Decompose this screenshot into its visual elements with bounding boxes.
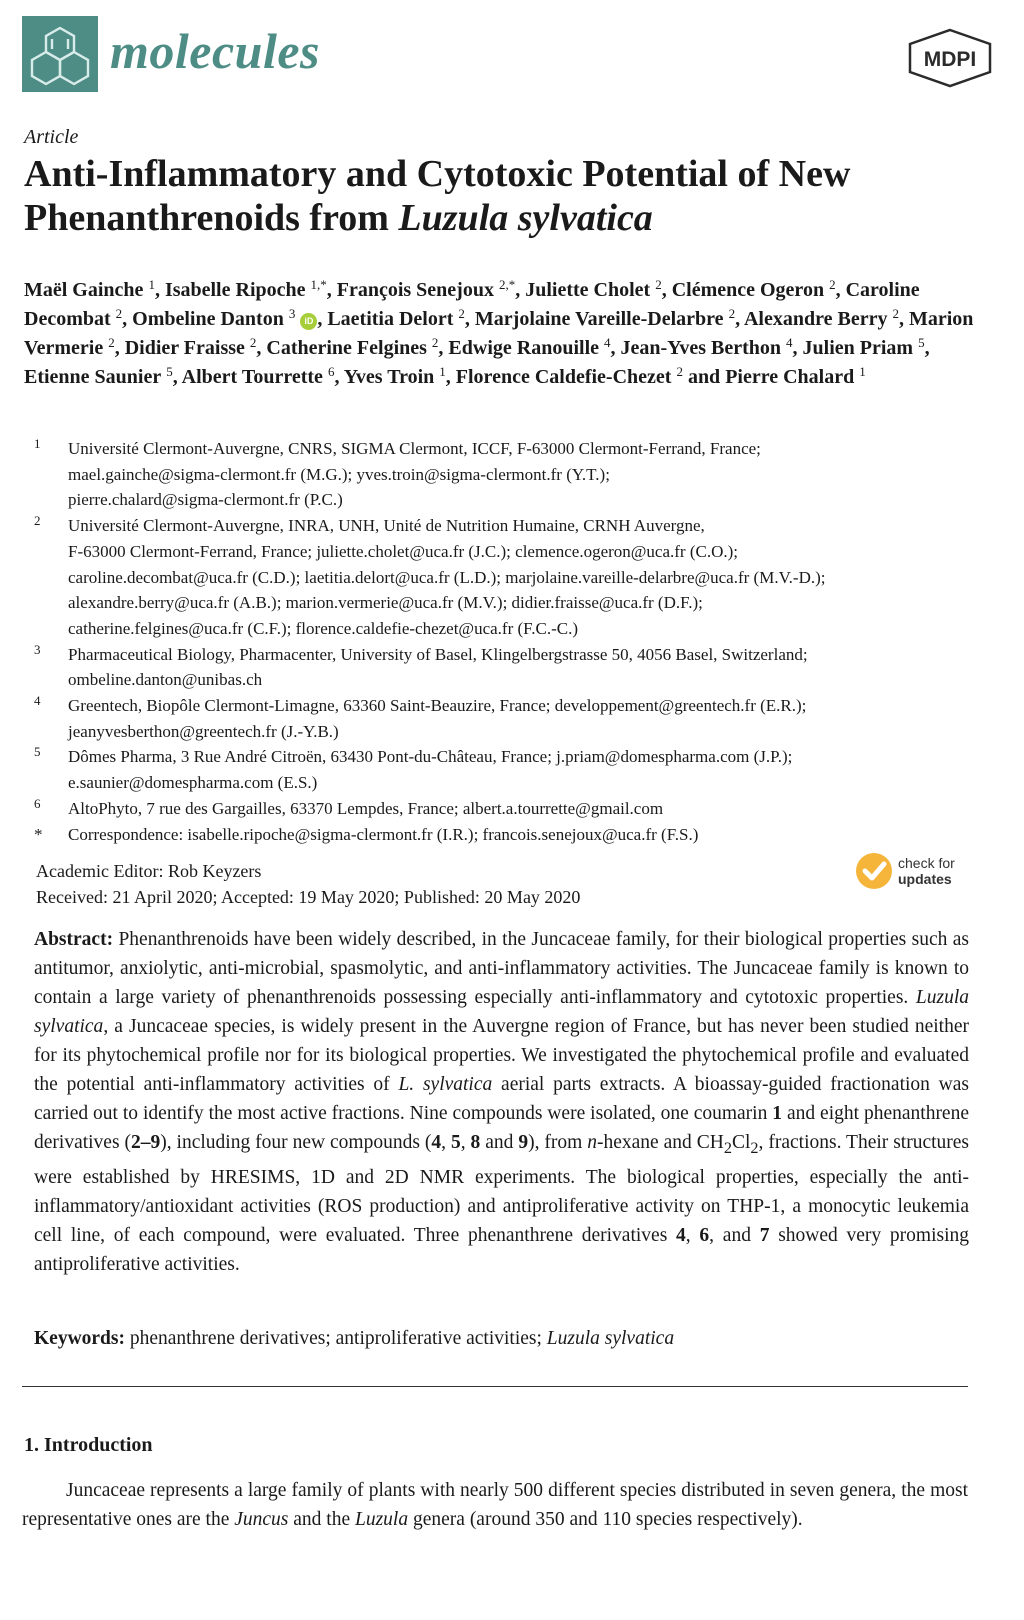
author-affiliation-number: 2 [892, 306, 899, 321]
affiliation-item [30, 822, 1005, 848]
affiliation-line: Université Clermont-Auvergne, INRA, UNH, Unité de Nutrition Humaine, CRNH Auvergne, [68, 516, 705, 536]
affiliation-line: jeanyvesberthon@greentech.fr (J.-Y.B.) [68, 721, 339, 741]
mdpi-logo [904, 28, 996, 88]
affiliation-line: alexandre.berry@uca.fr (A.B.); marion.vermerie@uca.fr (M.V.); didier.fraisse@uca.fr (D.F.); [68, 593, 703, 613]
author-affiliation-number: 2 [655, 277, 662, 292]
author-affiliation-number: 3 [288, 306, 296, 321]
author-affiliation-number: 1,* [310, 277, 327, 292]
abstract-label: Abstract: [34, 929, 114, 950]
author-list: Maël Gainche $^1$, Isabelle Ripoche $^{1,*}$, François Senejoux $^{2,*}$, Juliette Cholet $^2$, Clémence Ogeron $^2$, Caroline Decombat $^2$, Ombeline Danton $^3$ iD , Laetitia Delort $^2$, Marjolaine Vareille-Delarbre $^2$, Alexandre Berry $^2$, Marion Vermerie $^2$, Didier Fraisse $^2$, Catherine Felgines $^2$, Edwige Ranouille $^4$, Jean-Yves Berthon $^4$, Julien Priam $^5$, Etienne Saunier $^5$, Albert Tourrette $^6$, Yves Troin $^1$, Florence Caldefie-Chezet $^2$ and Pierre Chalard $^1$ [24, 277, 974, 388]
author-name: Julien Priam [802, 337, 914, 359]
abstract-text: , fractions. Their structures were established by HRESIMS, 1D and 2D NMR experiments. The biological properties, especially the anti-inflammatory/antioxidant activities (ROS production) and antiproliferative activity on THP-1, a monocytic leukemia cell line, of each compound, were evaluated. Three phenanthrene derivatives [34, 1132, 970, 1246]
author [165, 279, 327, 301]
title-plain: Phenanthrenoids from [24, 197, 399, 239]
author-name: Marion Vermerie [24, 308, 974, 359]
affiliation-line: e.saunier@domespharma.com (E.S.) [68, 773, 318, 793]
compound-number: 6 [699, 1224, 710, 1246]
abstract-text: Phenanthrenoids have been widely described, in the Juncaceae family, for their biological properties such as antitumor, anxiolytic, anti-microbial, spasmolytic, and anti-inflammatory activities. The Juncaceae family is known to contain a large variety of phenanthrenoids possessing especially anti-inflammatory and cytotoxic properties. [34, 929, 969, 1008]
compound-number: 9 [518, 1132, 529, 1153]
affiliation-line: catherine.felgines@uca.fr (C.F.); florence.caldefie-chezet@uca.fr (F.C.-C.) [68, 618, 579, 638]
molecules-logo-icon [22, 16, 98, 92]
article-type: Article [24, 126, 79, 148]
author-name: Alexandre Berry [743, 308, 888, 330]
affiliation-line: caroline.decombat@uca.fr (C.D.); laetitia.delort@uca.fr (L.D.); marjolaine.vareille-delarbre@uca.fr (M.V.-D.); [68, 567, 826, 587]
author-affiliation-number: 2 [249, 335, 257, 350]
author [456, 366, 683, 388]
author [24, 279, 155, 301]
abstract-text: -hexane and CH [597, 1132, 724, 1153]
affiliation-line: pierre.chalard@sigma-clermont.fr (P.C.) [68, 490, 343, 510]
author-affiliation-number: 2 [431, 335, 439, 350]
abstract-italic: L. sylvatica [398, 1074, 493, 1095]
author [344, 366, 446, 388]
author-name: Ombeline Danton [132, 308, 284, 330]
author-affiliation-number: 1 [148, 277, 155, 292]
affiliation-item [30, 796, 1005, 822]
publication-dates: Received: 21 April 2020; Accepted: 19 May 2020; Published: 20 May 2020 [36, 887, 581, 907]
check-for-updates-button[interactable] [856, 853, 976, 893]
section-heading: 1. Introduction [24, 1434, 153, 1456]
author-name: François Senejoux [336, 279, 494, 301]
intro-italic: Luzula [355, 1509, 409, 1530]
affiliations [30, 436, 1005, 847]
author-connector: and [687, 366, 721, 388]
author-name: Maël Gainche [24, 279, 144, 301]
affiliation-line: AltoPhyto, 7 rue des Gargailles, 63370 Lempdes, France; albert.a.tourrette@gmail.com [68, 798, 664, 818]
compound-number: 1 [772, 1103, 783, 1124]
abstract-text: , a Juncaceae species, is widely present in the Auvergne region of France, but has never been studied neither for its phytochemical profile nor for its biological properties. We investigated the phytochemical profile and evaluated the potential anti-inflammatory activities of [34, 1016, 969, 1095]
intro-text: and the [288, 1509, 355, 1530]
author-affiliation-number: 5 [918, 335, 925, 350]
title-line-2 [24, 196, 994, 240]
article-title [24, 152, 994, 240]
journal-name: molecules [110, 23, 321, 79]
author-name: Clémence Ogeron [671, 279, 825, 301]
affiliation-line: F-63000 Clermont-Ferrand, France; juliette.cholet@uca.fr (J.C.); clemence.ogeron@uca.fr (C.O.); [68, 541, 739, 561]
affiliation-line: Pharmaceutical Biology, Pharmacenter, University of Basel, Klingelbergstrasse 50, 4056 Basel, Switzerland; [68, 644, 808, 664]
author [327, 308, 465, 330]
author [803, 337, 925, 359]
affiliation-number: 4 [34, 693, 41, 709]
author-affiliation-number: 5 [166, 364, 173, 379]
author [24, 366, 173, 388]
compound-number: 8 [470, 1132, 481, 1153]
title-line-1: Anti-Inflammatory and Cytotoxic Potential of New [24, 153, 851, 195]
check-updates-line2: updates [898, 871, 952, 887]
abstract-text: , [460, 1132, 471, 1153]
author [525, 279, 661, 301]
author-name: Albert Tourrette [181, 366, 323, 388]
keywords [34, 1325, 969, 1353]
author-affiliation-number: 2 [115, 306, 123, 321]
affiliation-number: 2 [34, 513, 41, 529]
author-name: Juliette Cholet [525, 279, 651, 301]
abstract-text: , [685, 1224, 700, 1246]
author-affiliation-number: 2 [829, 277, 836, 292]
author [725, 366, 866, 388]
abstract-text: aerial parts extracts. A bioassay-guided fractionation was carried out to identify the most active fractions. Nine compounds were isolated, one coumarin [34, 1074, 970, 1124]
affiliation-line: mael.gainche@sigma-clermont.fr (M.G.); yves.troin@sigma-clermont.fr (Y.T.); [68, 464, 610, 484]
author-name: Jean-Yves Berthon [620, 337, 782, 359]
compound-number: 2–9 [131, 1132, 161, 1153]
author [125, 337, 257, 359]
author-name: Laetitia Delort [327, 308, 454, 330]
journal-header [22, 16, 1002, 96]
author [266, 337, 438, 359]
author-name: Marjolaine Vareille-Delarbre [474, 308, 724, 330]
affiliation-number: 1 [34, 436, 41, 451]
affiliation-line: Greentech, Biopôle Clermont-Limagne, 63360 Saint-Beauzire, France; developpement@greentech.fr (E.R.); [68, 696, 807, 716]
compound-number: 4 [431, 1132, 442, 1153]
author-name: Florence Caldefie-Chezet [455, 366, 672, 388]
abstract-text: Cl [731, 1132, 751, 1153]
author-name: Yves Troin [343, 366, 435, 388]
academic-editor: Academic Editor: Rob Keyzers [36, 861, 262, 881]
abstract-text: and eight phenanthrene derivatives ( [34, 1103, 969, 1153]
abstract-text: and [480, 1132, 519, 1153]
author-name: Catherine Felgines [266, 337, 427, 359]
affiliation-item [30, 642, 1005, 693]
affiliation-line: ombeline.danton@unibas.ch [68, 670, 263, 690]
abstract-text: ), from [528, 1132, 588, 1153]
author [337, 279, 515, 301]
check-updates-line1: check for [898, 855, 955, 871]
affiliation-line: Dômes Pharma, 3 Rue André Citroën, 63430 Pont-du-Château, France; j.priam@domespharma.com (J.P.); [68, 747, 793, 767]
author-name: Caroline Decombat [24, 279, 920, 330]
intro-text: genera (around 350 and 110 species respectively). [408, 1509, 803, 1530]
affiliation-item [30, 513, 1005, 642]
compound-number: 5 [450, 1132, 461, 1153]
affiliation-line: Correspondence: isabelle.ripoche@sigma-clermont.fr (I.R.); francois.senejoux@uca.fr (F.S.) [68, 824, 699, 844]
keywords-label: Keywords: [34, 1328, 125, 1349]
author [448, 337, 610, 359]
author [672, 279, 836, 301]
compound-number: 7 [759, 1224, 770, 1246]
introduction-paragraph [22, 1476, 968, 1534]
author-name: Etienne Saunier [24, 366, 162, 388]
author-name: Didier Fraisse [124, 337, 245, 359]
affiliation-item [30, 744, 1005, 795]
author [621, 337, 793, 359]
author-affiliation-number: 1 [439, 364, 446, 379]
keywords-italic: Luzula sylvatica [546, 1328, 675, 1349]
intro-italic: Juncus [234, 1509, 289, 1530]
orcid-icon[interactable]: iD [300, 313, 317, 330]
author-affiliation-number: 2 [676, 364, 683, 379]
author-affiliation-number: 2 [458, 306, 465, 321]
affiliation-number: 6 [34, 795, 41, 811]
affiliation-number: 5 [34, 744, 41, 760]
subscript: 2 [750, 1138, 759, 1157]
affiliation-number: 3 [34, 641, 41, 657]
author [132, 308, 317, 330]
abstract-italic: Luzula sylvatica [34, 987, 969, 1037]
check-updates-text [898, 855, 955, 887]
abstract-text: showed very promising antiproliferative activities. [34, 1224, 970, 1275]
author [475, 308, 735, 330]
abstract-italic: n [587, 1132, 597, 1153]
affiliation-line: Université Clermont-Auvergne, CNRS, SIGMA Clermont, ICCF, F-63000 Clermont-Ferrand, France; [68, 439, 761, 458]
editorial-info [36, 858, 580, 910]
section-divider [22, 1386, 968, 1387]
affiliation-item [30, 436, 1005, 513]
affiliation-number: * [34, 824, 43, 844]
abstract-text: , and [709, 1224, 760, 1246]
author-name: Edwige Ranouille [448, 337, 599, 359]
author-affiliation-number: 4 [604, 335, 611, 350]
checkmark-icon [856, 853, 892, 889]
abstract [34, 925, 969, 1279]
author-name: Pierre Chalard [725, 366, 855, 388]
abstract-text: ), including four new compounds ( [160, 1132, 432, 1153]
author [744, 308, 899, 330]
author-affiliation-number: 1 [859, 364, 866, 379]
author-affiliation-number: 6 [327, 364, 335, 379]
affiliation-item [30, 693, 1005, 744]
author-affiliation-number: 2 [108, 335, 115, 350]
publisher-name: MDPI [923, 48, 977, 71]
author-name: Isabelle Ripoche [164, 279, 306, 301]
author-affiliation-number: 2,* [498, 277, 516, 292]
author-affiliation-number: 4 [786, 335, 793, 350]
subscript: 2 [723, 1138, 732, 1157]
author-affiliation-number: 2 [728, 306, 736, 321]
keywords-text: phenanthrene derivatives; antiproliferative activities; [125, 1328, 547, 1349]
intro-text: Juncaceae represents a large family of plants with nearly 500 different species distributed in seven genera, the most representative ones are the [22, 1480, 968, 1530]
title-italic: Luzula sylvatica [398, 197, 653, 239]
compound-number: 4 [676, 1224, 686, 1246]
abstract-text: , [441, 1132, 451, 1153]
author [182, 366, 335, 388]
